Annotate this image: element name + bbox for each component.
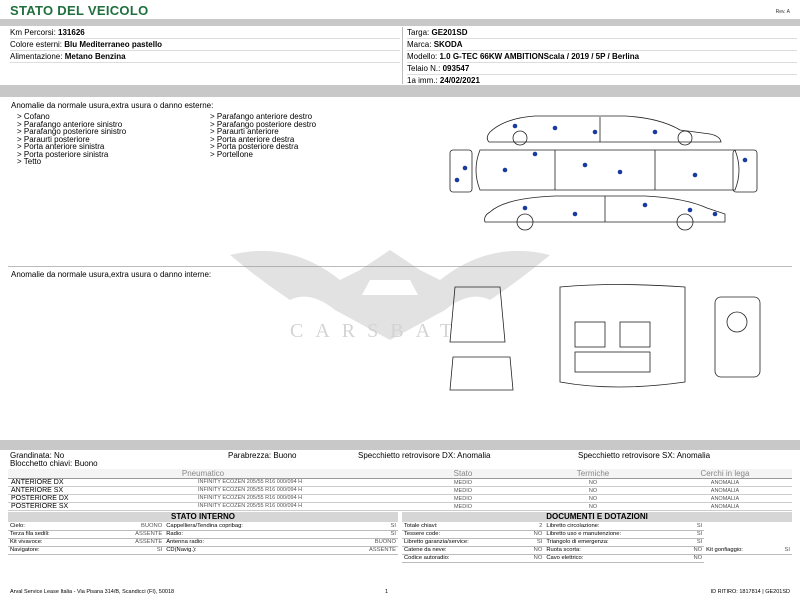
stato_interno-label: Cappelliera/Tendina copribag: [164,522,333,530]
documenti-value: SI [775,546,792,554]
tyre-model: INFINITY ECOZEN 205/55 R16 000/094 H [198,495,303,501]
vehicle-info-row [407,39,797,50]
vehicle-info-label: Modello: [407,52,438,61]
external-damage-item: > Cofano [17,112,50,121]
documenti-label: Libretto circolazione: [544,522,682,530]
documenti-label: Catene da neve: [402,546,522,554]
documenti-table [402,522,792,563]
vehicle-info-row [10,27,400,38]
vehicle-info-value: 093547 [442,64,470,73]
internal-car-diagram [445,282,790,394]
mirror-sx-status: Specchietto retrovisore SX: Anomalia [578,451,711,460]
documenti-value: NO [522,530,544,538]
documenti-value: NO [522,546,544,554]
damage-marker-dot [643,203,648,208]
stato_interno-value: BUONO [333,538,398,546]
external-damage-item: > Parafango posteriore sinistro [17,127,127,136]
damage-marker-dot [583,163,588,168]
tyre-row [8,487,792,495]
stato_interno-label: Terza fila sedili: [8,530,99,538]
stato_interno-row [8,522,398,530]
tyre-position-label: POSTERIORE DX [11,495,69,502]
stato_interno-row [8,530,398,538]
vehicle-info-value: Blu Mediterraneo pastello [64,40,163,49]
tyre-stato: MEDIO [398,495,528,503]
documenti-label: Cavo elettrico: [544,554,682,562]
tyre-cerchi: ANOMALIA [658,487,792,495]
external-car-diagram [445,110,765,238]
vehicle-info-right [407,27,797,86]
checks-bar [0,440,800,450]
section-bar [0,85,800,97]
external-damage-item: > Tetto [17,157,42,166]
tyre-stato: MEDIO [398,479,528,487]
vehicle-info-label: Marca: [407,40,432,49]
tyre-header: Pneumatico [8,469,398,479]
tyre-cerchi: ANOMALIA [658,479,792,487]
documenti-row [402,530,792,538]
tyre-table [8,469,792,511]
stato_interno-label: Cielo: [8,522,99,530]
stato_interno-value: BUONO [99,522,164,530]
damage-marker-dot [455,178,460,183]
vehicle-info-label: Alimentazione: [10,52,63,61]
documenti-value: SI [682,530,704,538]
footer-page-number: 1 [385,589,389,595]
external-damage-item: > Porta anteriore destra [210,134,295,144]
tyre-row [8,503,792,511]
stato-interno-title: STATO INTERNO [8,512,398,522]
vehicle-info-label: Targa: [407,28,430,37]
damage-marker-dot [618,170,623,175]
header-divider [0,19,800,26]
vehicle-info-value: 131626 [58,28,85,37]
external-damage-item: > Paraurti posteriore [17,134,90,144]
damage-marker-dot [743,158,748,163]
stato_interno-value: SI [333,530,398,538]
stato_interno-value: ASSENTE [99,530,164,538]
documenti-value: 2 [522,522,544,530]
stato-interno-panel [8,512,398,555]
documenti-row [402,546,792,554]
vehicle-info-value: GE201SD [431,28,468,37]
documenti-label: Tessere code: [402,530,522,538]
stato_interno-label: Navigatore: [8,546,99,554]
tyre-cerchi: ANOMALIA [658,495,792,503]
vehicle-info-label: 1a imm.: [407,76,438,85]
documenti-value: NO [682,554,704,562]
tyre-position-label: ANTERIORE DX [11,479,64,486]
stato_interno-value: ASSENTE [333,546,398,554]
documenti-panel [402,512,792,563]
row-divider [10,62,400,63]
documenti-label: Libretto uso e manutenzione: [544,530,682,538]
thermal-header: Termiche [528,469,658,479]
tyre-stato: MEDIO [398,487,528,495]
stato_interno-row [8,538,398,546]
stato_interno-label: CD(Navig.): [164,546,333,554]
stato_interno-row [8,546,398,554]
stato-interno-table [8,522,398,555]
rims-header: Cerchi in lega [658,469,792,479]
tyre-stato: MEDIO [398,503,528,511]
external-damage-item: > Paraurti anteriore [210,127,279,136]
tyre-termiche: NO [528,495,658,503]
vehicle-info-row [407,51,797,62]
damage-marker-dot [693,173,698,178]
vehicle-info-value: 24/02/2021 [439,76,480,85]
stato_interno-label: Radio: [164,530,333,538]
documenti-value: SI [682,522,704,530]
damage-marker-dot [503,168,508,173]
tyre-termiche: NO [528,487,658,495]
damage-marker-dot [533,152,538,157]
documenti-label: Triangolo di emergenza: [544,538,682,546]
tyre-termiche: NO [528,479,658,487]
tyre-row [8,495,792,503]
stato_interno-value: SI [99,546,164,554]
info-divider [402,27,403,84]
vehicle-info-label: Colore esterni: [10,40,63,49]
revision-label: Rev. A [775,9,790,15]
tyre-position-label: ANTERIORE SX [11,487,64,494]
documenti-title: DOCUMENTI E DOTAZIONI [402,512,792,522]
blocchetto-status: Blocchetto chiavi: Buono [10,459,98,468]
stato_interno-value: ASSENTE [99,538,164,546]
damage-marker-dot [688,208,693,213]
damage-marker-dot [573,212,578,217]
damage-marker-dot [653,130,658,135]
documenti-label: Ruota scorta: [544,546,682,554]
external-list-col2 [210,113,316,158]
tyre-position-label: POSTERIORE SX [11,503,69,510]
vehicle-info-value: 1.0 G-TEC 66KW AMBITIONScala / 2019 / 5P / Berlina [439,52,640,61]
tyre-model: INFINITY ECOZEN 205/55 R16 000/094 H [198,503,303,509]
damage-marker-dot [713,212,718,217]
vehicle-info-row [10,39,400,50]
vehicle-info-label: Telaio N.: [407,64,441,73]
external-heading: Anomalie da normale usura,extra usura o danno esterne: [11,101,214,110]
documenti-value: SI [522,538,544,546]
documenti-label: Codice autoradio: [402,554,522,562]
documenti-label: Kit gonfiaggio: [704,546,775,554]
mirror-dx-status: Specchietto retrovisore DX: Anomalia [358,451,491,460]
documenti-row [402,538,792,546]
tyre-model: INFINITY ECOZEN 205/55 R16 000/094 H [198,479,303,485]
documenti-value: NO [682,546,704,554]
stato_interno-label: Antenna radio: [164,538,333,546]
damage-marker-dot [553,126,558,131]
tyre-position [8,479,398,487]
vehicle-info-value: SKODA [433,40,463,49]
vehicle-info-row [407,27,797,38]
external-damage-item: > Portellone [210,149,253,159]
tyre-position [8,503,398,511]
tyre-termiche: NO [528,503,658,511]
vehicle-info-left [10,27,400,63]
external-list-col1 [17,113,126,166]
tyre-position [8,487,398,495]
damage-marker-dot [513,124,518,129]
tyre-position [8,495,398,503]
stato_interno-value: SI [333,522,398,530]
documenti-label: Libretto garanzia/service: [402,538,522,546]
external-damage-item: > Parafango posteriore destro [210,119,317,129]
vehicle-info-row [10,51,400,62]
external-damage-item: > Porta anteriore sinistra [17,142,105,151]
tyre-cerchi: ANOMALIA [658,503,792,511]
documenti-row [402,522,792,530]
watermark-text: CARSBAT [290,320,465,342]
internal-heading: Anomalie da normale usura,extra usura o danno interne: [11,270,212,279]
parabrezza-status: Parabrezza: Buono [228,451,297,460]
vehicle-info-label: Km Percorsi: [10,28,56,37]
external-damage-item: > Porta posteriore destra [210,142,299,151]
page-title: STATO DEL VEICOLO [10,3,149,18]
tyre-row [8,479,792,487]
damage-marker-dot [463,166,468,171]
vehicle-info-value: Metano Benzina [64,52,126,61]
vehicle-info-row [407,63,797,74]
documenti-value: NO [522,554,544,562]
stato_interno-label: Kit vivavoce: [8,538,99,546]
state-header: Stato [398,469,528,479]
footer-id: ID RITIRO: 1817814 | GE201SD [710,589,790,595]
documenti-row [402,554,792,562]
tyre-model: INFINITY ECOZEN 205/55 R16 000/094 H [198,487,303,493]
documenti-label: Totale chiavi: [402,522,522,530]
footer-company: Arval Service Lease Italia - Via Pisana 314/B, Scandicci (FI), 50018 [10,589,175,595]
external-damage-item: > Parafango anteriore sinistro [17,119,123,129]
damage-marker-dot [593,130,598,135]
grandinata-status: Grandinata: No [10,451,65,460]
external-damage-item: > Parafango anteriore destro [210,112,313,121]
documenti-value: SI [682,538,704,546]
damage-marker-dot [523,206,528,211]
external-damage-item: > Porta posteriore sinistra [17,149,109,159]
